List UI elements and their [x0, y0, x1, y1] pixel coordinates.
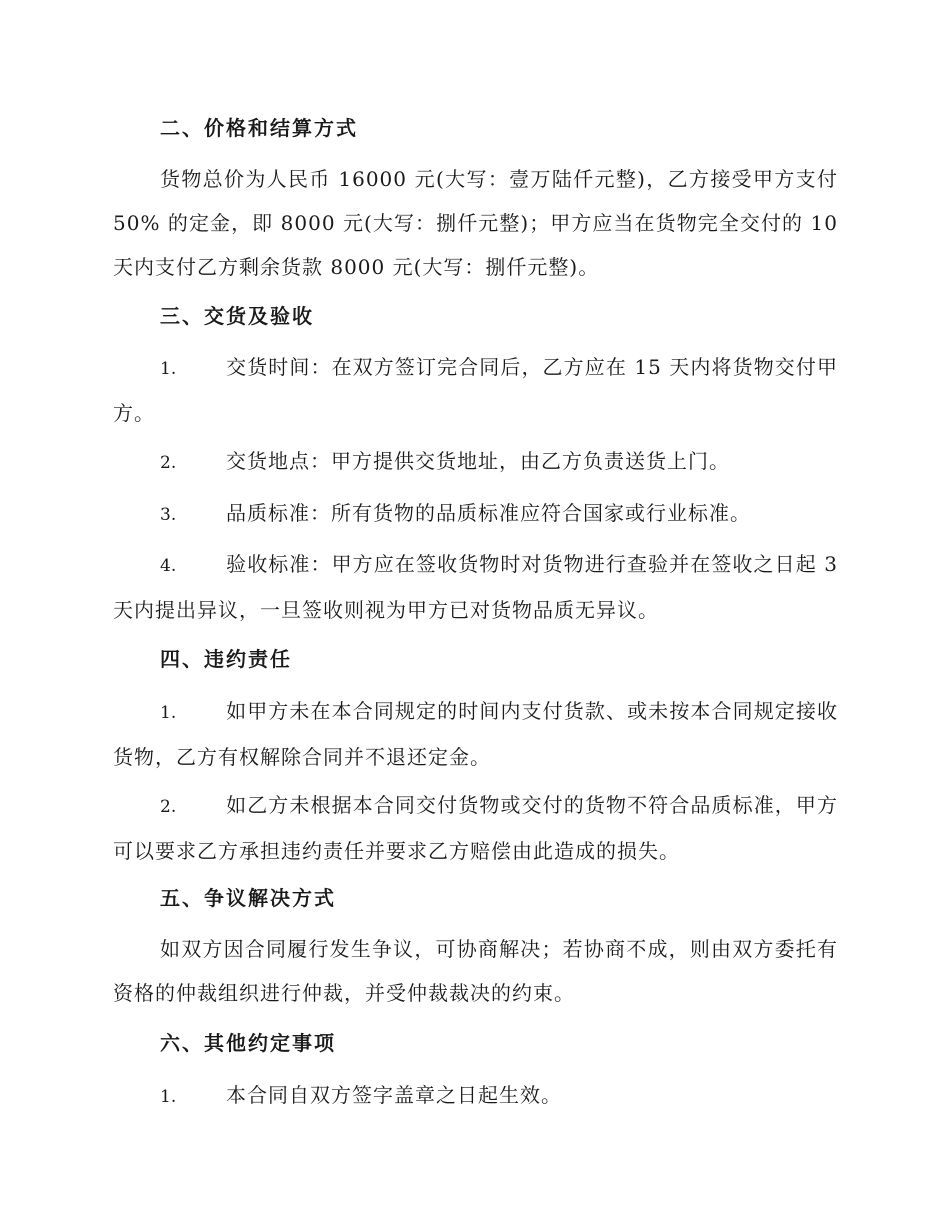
item-text: 验收标准：甲方应在签收货物时对货物进行查验并在签收之日起 3 天内提出异议，一旦签收则视为甲方已对货物品质无异议。: [113, 552, 838, 622]
item-number: 2.: [160, 453, 177, 473]
delivery-item: [113, 491, 838, 537]
item-number: 1.: [160, 703, 177, 723]
section-heading-breach: 四、违约责任: [160, 647, 292, 671]
item-number: 1.: [160, 359, 177, 379]
dispute-paragraph: 如双方因合同履行发生争议，可协商解决；若协商不成，则由双方委托有资格的仲裁组织进行仲裁，并受仲裁裁决的约束。: [113, 937, 838, 1005]
section-heading-dispute: 五、争议解决方式: [160, 886, 336, 910]
item-number: 2.: [160, 797, 177, 817]
item-text: 交货时间：在双方签订完合同后，乙方应在 15 天内将货物交付甲方。: [113, 355, 838, 425]
item-number: 3.: [160, 505, 177, 525]
delivery-item: [113, 345, 838, 435]
breach-item: [113, 689, 838, 779]
item-text: 本合同自双方签字盖章之日起生效。: [226, 1083, 562, 1107]
item-text: 如甲方未在本合同规定的时间内支付货款、或未按本合同规定接收货物，乙方有权解除合同并不退还定金。: [113, 699, 838, 769]
item-number: 4.: [160, 556, 177, 576]
breach-item: [113, 783, 838, 873]
item-number: 1.: [160, 1087, 177, 1107]
section-heading-delivery: 三、交货及验收: [160, 304, 314, 328]
item-text: 交货地点：甲方提供交货地址，由乙方负责送货上门。: [226, 449, 730, 473]
delivery-item: [113, 542, 838, 632]
item-text: 品质标准：所有货物的品质标准应符合国家或行业标准。: [226, 501, 751, 525]
delivery-item: [113, 439, 838, 485]
item-text: 如乙方未根据本合同交付货物或交付的货物不符合品质标准，甲方可以要求乙方承担违约责任并要求乙方赔偿由此造成的损失。: [113, 793, 838, 863]
section-heading-price: 二、价格和结算方式: [160, 116, 358, 140]
price-paragraph: 货物总价为人民币 16000 元(大写：壹万陆仟元整)，乙方接受甲方支付 50% 的定金，即 8000 元(大写：捌仟元整)；甲方应当在货物完全交付的 10 天内支付乙方剩余货款 8000 元(大写：捌仟元整)。: [113, 167, 838, 279]
section-heading-other: 六、其他约定事项: [160, 1031, 336, 1055]
other-item: [113, 1073, 838, 1119]
